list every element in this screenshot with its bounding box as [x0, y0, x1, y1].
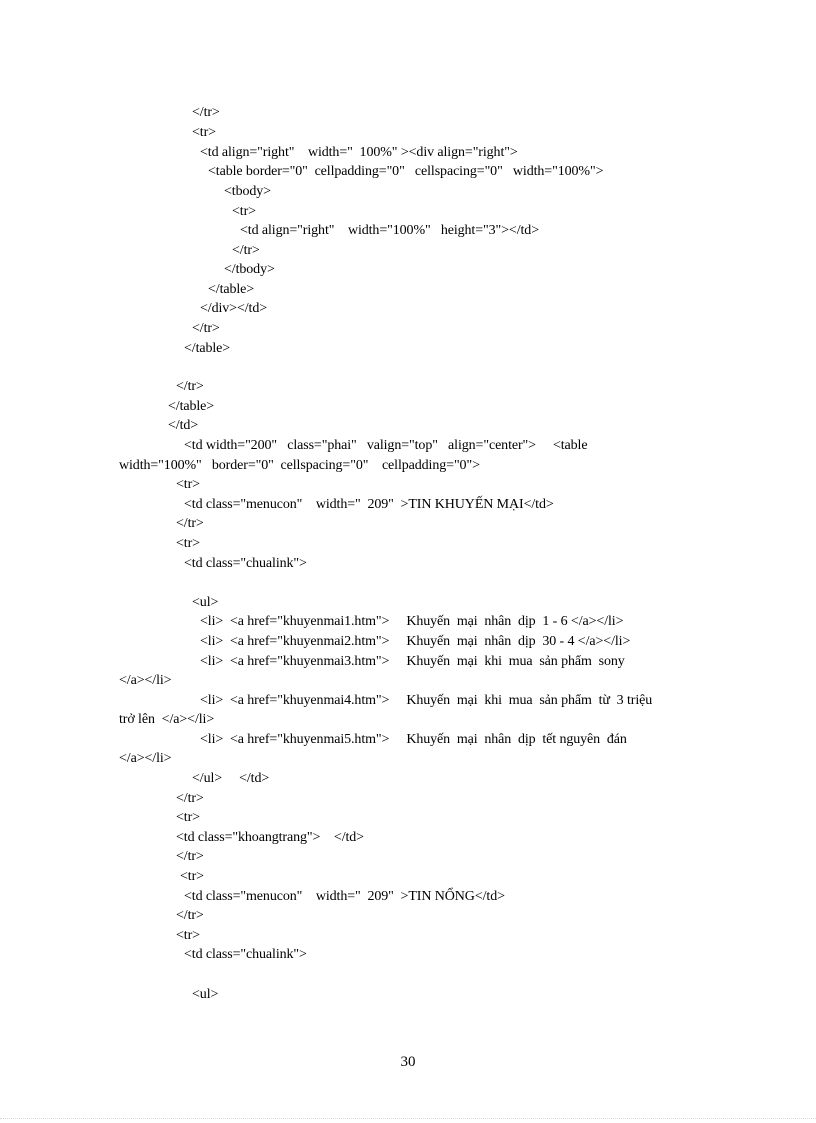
code-line: <li> <a href="khuyenmai4.htm"> Khuyến mại khi mua sản phẩm từ 3 triệu	[200, 693, 653, 708]
code-line: </ul> </td>	[192, 771, 270, 786]
code-line: <td class="khoangtrang"> </td>	[176, 830, 364, 845]
code-line: </tr>	[176, 791, 204, 806]
code-line: </table>	[184, 341, 231, 356]
code-line: </table>	[168, 399, 215, 414]
code-line: </table>	[208, 282, 255, 297]
code-line: </td>	[168, 418, 199, 433]
code-line: <li> <a href="khuyenmai1.htm"> Khuyến mại nhân dịp 1 - 6 </a></li>	[200, 614, 624, 629]
code-line: <tr>	[176, 477, 200, 492]
code-line: <li> <a href="khuyenmai3.htm"> Khuyến mại khi mua sản phẩm sony	[200, 654, 625, 669]
code-line: <tr>	[176, 810, 200, 825]
code-line: </tbody>	[224, 262, 275, 277]
code-line: <td class="menucon" width=" 209" >TIN NỔNG</td>	[184, 889, 505, 904]
code-line: </a></li>	[119, 673, 172, 688]
code-line: <td width="200" class="phai" valign="top" align="center"> <table	[184, 438, 588, 453]
code-line: width="100%" border="0" cellspacing="0" cellpadding="0">	[119, 458, 480, 473]
code-line: <ul>	[192, 987, 219, 1002]
code-line: </tr>	[232, 243, 260, 258]
code-line: </div></td>	[200, 301, 268, 316]
code-line: <tr>	[232, 204, 256, 219]
code-line: <tr>	[176, 536, 200, 551]
page-number: 30	[400, 1054, 416, 1070]
code-line: </tr>	[192, 105, 220, 120]
code-line: <td align="right" width=" 100%" ><div align="right">	[200, 145, 518, 160]
code-line: <li> <a href="khuyenmai2.htm"> Khuyến mại nhân dịp 30 - 4 </a></li>	[200, 634, 631, 649]
code-line: <table border="0" cellpadding="0" cellspacing="0" width="100%">	[208, 164, 604, 179]
code-line: <tr>	[176, 928, 200, 943]
code-line: </a></li>	[119, 751, 172, 766]
code-line: <tbody>	[224, 184, 271, 199]
code-line: <tr>	[180, 869, 204, 884]
page-bottom-rule	[0, 1118, 816, 1119]
code-line: </tr>	[176, 379, 204, 394]
code-line: <ul>	[192, 595, 219, 610]
code-line: </tr>	[176, 849, 204, 864]
code-line: <td class="menucon" width=" 209" >TIN KHUYẾN MẠI</td>	[184, 497, 554, 512]
code-line: <li> <a href="khuyenmai5.htm"> Khuyến mại nhân dịp tết nguyên đán	[200, 732, 627, 747]
code-line: trở lên </a></li>	[119, 712, 215, 727]
code-line: </tr>	[176, 516, 204, 531]
code-line: <td class="chualink">	[184, 947, 307, 962]
code-line: <td align="right" width="100%" height="3"></td>	[240, 223, 540, 238]
code-line: </tr>	[176, 908, 204, 923]
code-line: <tr>	[192, 125, 216, 140]
code-line: <td class="chualink">	[184, 556, 307, 571]
code-line: </tr>	[192, 321, 220, 336]
